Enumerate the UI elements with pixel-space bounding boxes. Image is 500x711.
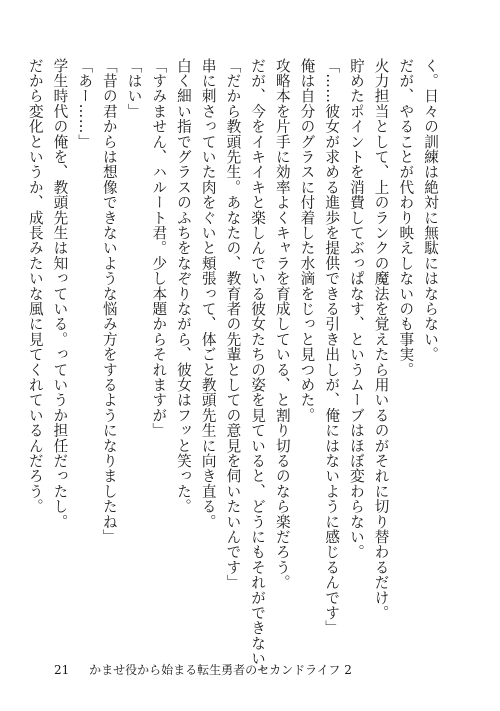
text-line: 「……彼女が求める進歩を提供できる引き出しが、俺にはないように感じるんです」 [323,58,341,636]
text-line: 火力担当として、上のランクの魔法を覚えたら用いるのがそれに切り替わるだけ。 [372,58,390,621]
text-line: 俺は自分のグラスに付着した水滴をじっと見つめた。 [298,58,316,423]
page-footer [54,661,352,678]
running-title: かませ役から始まる転生勇者のセカンドライフ 2 [89,663,352,677]
text-line: 攻略本を片手に効率よくキャラを育成している、と割り切るのなら楽だろう。 [273,58,291,590]
text-line: だから変化というか、成長みたいな風に見てくれているんだろう。 [26,58,44,514]
text-line: く。日々の訓練は絶対に無駄にはならない。 [422,58,439,362]
text-line: 「すみません、ハルート君。少し本題からそれますが」 [150,58,168,438]
text-line: 学生時代の俺を、教頭先生は知っている。っていうか担任だったし。 [51,58,69,530]
text-line: 「あー……」 [76,58,94,150]
text-line: 串に刺さっていた肉をぐいと頬張って、体ごと教頭先生に向き直る。 [199,58,217,530]
text-line: 白く細い指でグラスのふちをなぞりながら、彼女はフッと笑った。 [174,58,192,514]
text-line: 「昔の君からは想像できないような悩み方をするようになりましたね」 [100,58,118,545]
page-number: 21 [54,663,70,677]
text-line: 貯めたポイントを消費してぶっぱなす、というムーブはほぼ変わらない。 [347,58,365,560]
text-line: 「はい」 [125,58,143,119]
text-line: 「だから教頭先生。あなたの、教育者の先輩としての意見を伺いたいんです」 [224,58,242,590]
text-line: だが、今をイキイキと楽しんでいる彼女たちの姿を見ていると、どうにもそれができない。 [249,58,267,682]
text-line: だが、やることが代わり映えしないのも事実。 [397,58,415,378]
